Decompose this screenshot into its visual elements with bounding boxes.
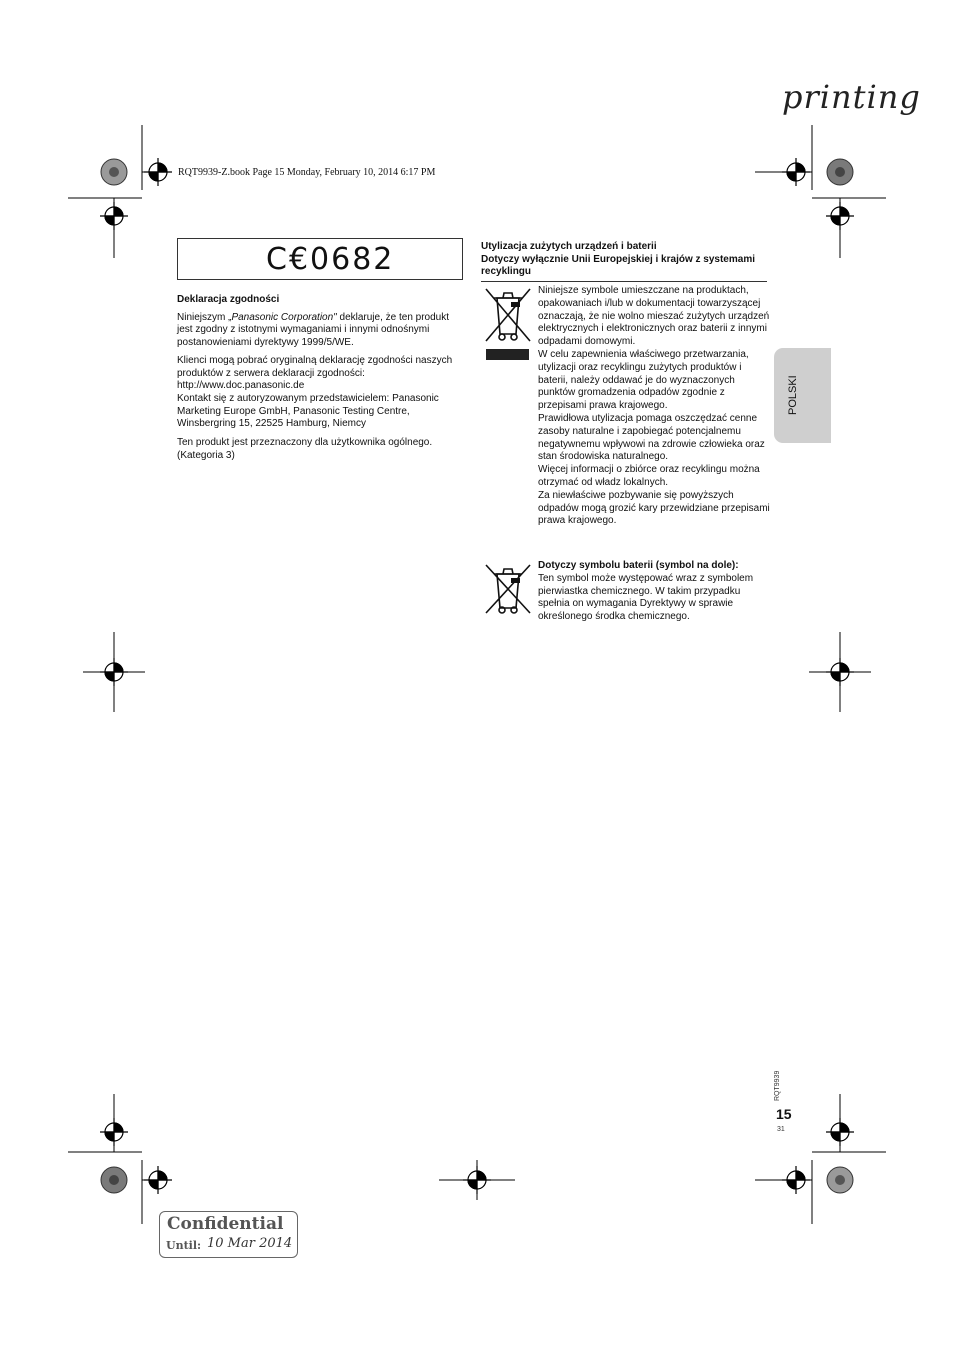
declaration-paragraph-2 (177, 355, 467, 431)
bin-underline-bar (486, 349, 529, 360)
document-code: RQT9939 (774, 1070, 781, 1101)
declaration-p1-suffix: deklaruje, że ten produkt jest zgodny z istotnymi wymaganiami i innymi odnośnymi postanowieniami dyrektywy 1999/5/WE. (177, 311, 450, 349)
disposal-heading-2: Dotyczy wyłącznie Unii Europejskiej i krajów z systemami recyklingu (481, 253, 755, 278)
page-number: 15 (776, 1106, 792, 1122)
declaration-title: Deklaracja zgodności (177, 294, 280, 305)
disposal-heading-1: Utylizacja zużytych urządzeń i baterii (481, 241, 657, 252)
disposal-block-4: Więcej informacji o zbiórce oraz recyklingu można otrzymać od władz lokalnych. (538, 464, 760, 488)
declaration-paragraph-1 (177, 312, 467, 350)
disposal-block-2: W celu zapewnienia właściwego przetwarzania, utylizacji oraz recyklingu zużytych produktów i baterii, należy oddawać je do wyznaczonych punktów gromadzenia odpadów zgodnie z przepisami prawa krajowego. (538, 348, 749, 412)
book-header: RQT9939-Z.book Page 15 Monday, February 10, 2014 6:17 PM (178, 167, 436, 178)
disposal-text (538, 285, 770, 528)
confidential-date: 10 Mar 2014 (207, 1236, 293, 1251)
disposal-block-5: Za niewłaściwe pozbywanie się powyższych odpadów mogą grozić kary przewidziane przepisami prawa krajowego. (538, 489, 770, 527)
declaration-p1-prefix: Niniejszym „ (177, 311, 232, 323)
printing-stamp: printing (782, 78, 921, 116)
language-tab-label: POLSKI (787, 375, 799, 415)
confidential-title: Confidential (167, 1214, 284, 1234)
crossed-bin-icon (483, 286, 533, 344)
confidential-until-label: Until: (166, 1239, 202, 1252)
disposal-heading (481, 241, 767, 279)
sub-page-number: 31 (777, 1126, 785, 1133)
ce-mark: C€0682 (266, 242, 395, 277)
heading-divider (481, 281, 767, 282)
declaration-p2-text: Klienci mogą pobrać oryginalną deklarację zgodności naszych produktów z serwera deklaracji zgodności: (177, 354, 453, 379)
battery-bin-icon (483, 562, 533, 616)
declaration-url: http://www.doc.panasonic.de (177, 380, 305, 392)
company-name: Panasonic Corporation" (231, 311, 337, 323)
battery-section (538, 560, 770, 624)
disposal-block-1: Niniejsze symbole umieszczane na produktach, opakowaniach i/lub w dokumentacji towarzyszącej oznaczają, że nie wolno mieszać zużytych urządzeń elektrycznych i elektronicznych oraz baterii z innymi odpadami domowymi. (538, 285, 770, 348)
declaration-contact: Kontakt się z autoryzowanym przedstawicielem: Panasonic Marketing Europe GmbH, Panasonic Testing Centre, Winsbergring 15, 22525 Hamburg, Niemcy (177, 392, 439, 430)
ce-mark-box (177, 238, 463, 280)
confidential-stamp (159, 1211, 298, 1258)
battery-title: Dotyczy symbolu baterii (symbol na dole): (538, 560, 739, 571)
disposal-block-3: Prawidłowa utylizacja pomaga oszczędzać cenne zasoby naturalne i zapobiegać potencjalnemu negatywnemu wpływowi na zdrowie człowieka oraz stan środowiska naturalnego. (538, 412, 765, 463)
declaration-section (177, 294, 467, 467)
battery-text: Ten symbol może występować wraz z symbolem pierwiastka chemicznego. W takim przypadku spełnia on wymagania Dyrektywy w sprawie określonego środka chemicznego. (538, 572, 754, 623)
language-tab (774, 348, 831, 443)
declaration-paragraph-3: Ten produkt jest przeznaczony dla użytkownika ogólnego. (Kategoria 3) (177, 437, 433, 461)
